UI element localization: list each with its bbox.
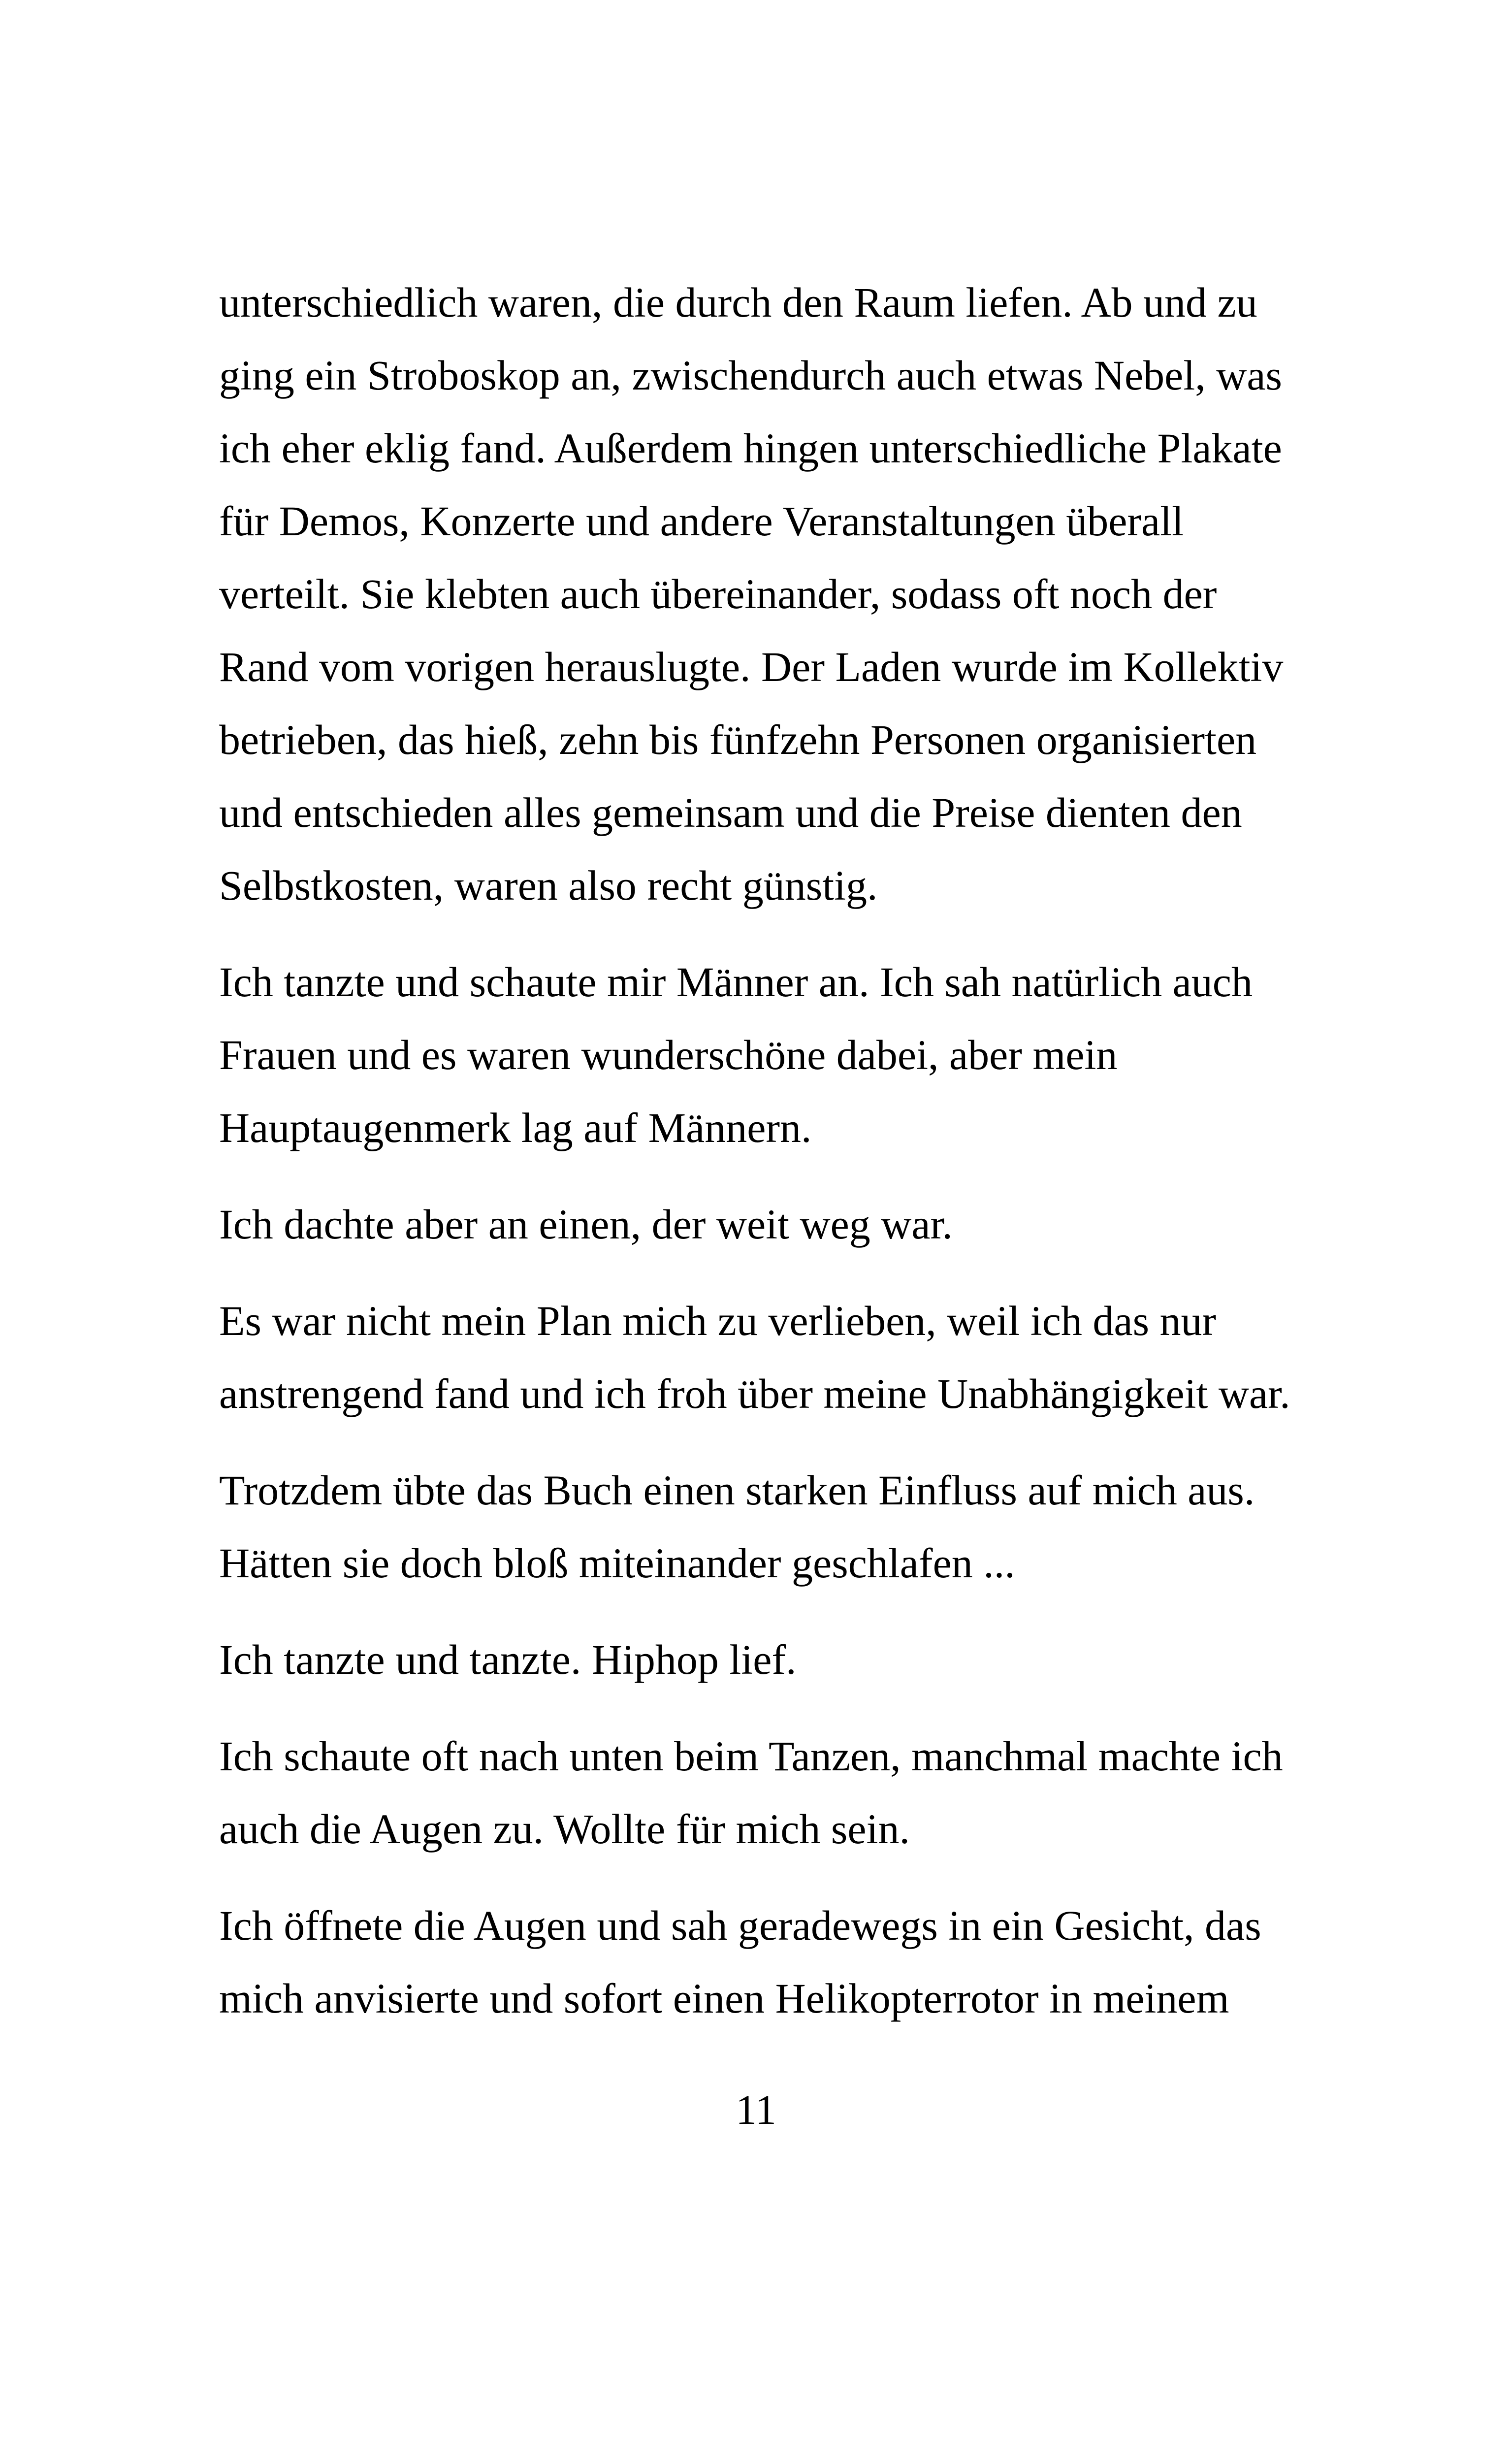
text-line: Ich öffnete die Augen und sah geradewegs in ein Gesicht, das bbox=[219, 1902, 1261, 1949]
text-line: Ich tanzte und schaute mir Männer an. Ich sah natürlich auch bbox=[219, 958, 1253, 1006]
text-line: anstrengend fand und ich froh über meine Unabhängigkeit war. bbox=[219, 1370, 1290, 1417]
page-number: 11 bbox=[736, 2086, 776, 2133]
text-line: Hätten sie doch bloß miteinander geschlafen ... bbox=[219, 1539, 1015, 1587]
paragraph bbox=[219, 1188, 1332, 1261]
text-line: Ich dachte aber an einen, der weit weg war. bbox=[219, 1201, 953, 1248]
text-line: Ich schaute oft nach unten beim Tanzen, manchmal machte ich bbox=[219, 1732, 1283, 1780]
paragraph bbox=[219, 1454, 1332, 1599]
text-line: Ich tanzte und tanzte. Hiphop lief. bbox=[219, 1636, 797, 1683]
text-line: Es war nicht mein Plan mich zu verlieben, weil ich das nur bbox=[219, 1297, 1217, 1344]
text-line: unterschiedlich waren, die durch den Raum liefen. Ab und zu bbox=[219, 279, 1257, 326]
text-line: und entschieden alles gemeinsam und die Preise dienten den bbox=[219, 789, 1242, 836]
text-line: für Demos, Konzerte und andere Veranstaltungen überall bbox=[219, 497, 1184, 545]
text-line: Rand vom vorigen herauslugte. Der Laden wurde im Kollektiv bbox=[219, 643, 1284, 690]
text-line: auch die Augen zu. Wollte für mich sein. bbox=[219, 1805, 910, 1853]
paragraph bbox=[219, 266, 1332, 922]
body-text bbox=[219, 266, 1332, 2035]
text-line: Hauptaugenmerk lag auf Männern. bbox=[219, 1104, 812, 1151]
paragraph bbox=[219, 1889, 1332, 2035]
text-line: verteilt. Sie klebten auch übereinander, sodass oft noch der bbox=[219, 570, 1217, 618]
text-line: betrieben, das hieß, zehn bis fünfzehn Personen organisierten bbox=[219, 716, 1257, 763]
paragraph bbox=[219, 1623, 1332, 1696]
paragraph bbox=[219, 1720, 1332, 1865]
text-line: ging ein Stroboskop an, zwischendurch auch etwas Nebel, was bbox=[219, 352, 1282, 399]
paragraph bbox=[219, 945, 1332, 1164]
text-line: Trotzdem übte das Buch einen starken Einfluss auf mich aus. bbox=[219, 1466, 1255, 1514]
text-line: ich eher eklig fand. Außerdem hingen unterschiedliche Plakate bbox=[219, 424, 1282, 472]
text-line: Selbstkosten, waren also recht günstig. bbox=[219, 862, 878, 909]
text-line: Frauen und es waren wunderschöne dabei, aber mein bbox=[219, 1031, 1118, 1078]
text-line: mich anvisierte und sofort einen Helikopterrotor in meinem bbox=[219, 1975, 1229, 2022]
paragraph bbox=[219, 1284, 1332, 1430]
